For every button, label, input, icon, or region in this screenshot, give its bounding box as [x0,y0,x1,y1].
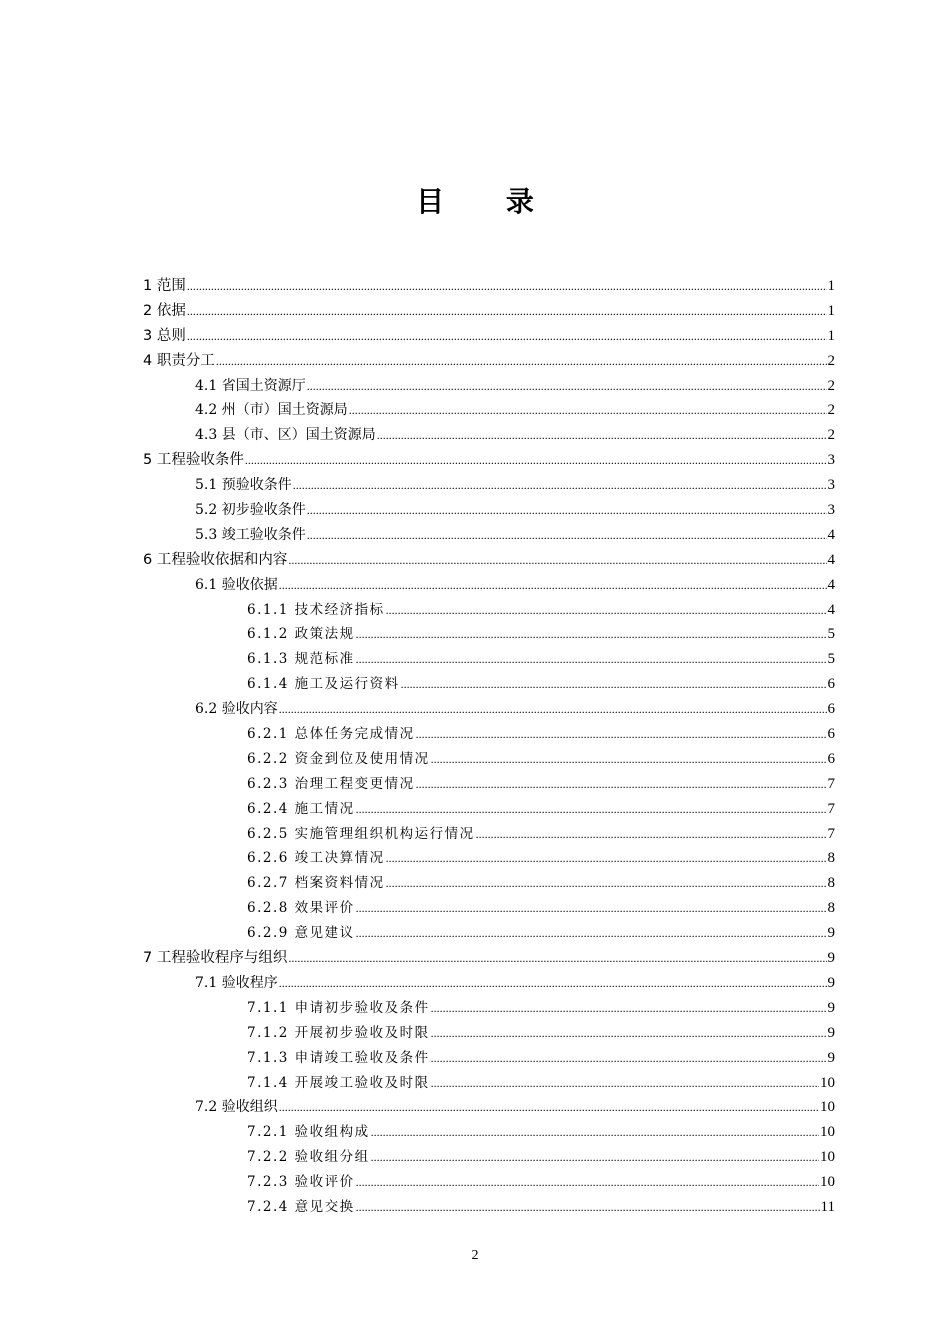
toc-entry-label: 7 工程验收程序与组织 [143,950,288,967]
toc-entry-page: 4 [827,526,835,543]
toc-entry[interactable] [143,274,835,299]
toc-entry-label: 6.2.4 施工情况 [247,800,355,817]
dot-leader [386,846,827,871]
toc-entry[interactable] [143,896,835,921]
page-number: 2 [471,1248,479,1263]
toc-entry-label: 6.2.6 竣工决算情况 [247,850,385,867]
toc-entry-label: 6 工程验收依据和内容 [143,551,288,568]
toc-entry-page: 7 [827,800,835,817]
toc-entry[interactable] [143,921,835,946]
toc-entry-label: 6.2.1 总体任务完成情况 [247,726,415,743]
dot-leader [293,473,827,498]
toc-entry-page: 1 [827,302,835,319]
toc-entry-page: 9 [827,999,835,1016]
toc-entry-label: 6.1.4 施工及运行资料 [247,676,400,693]
toc-entry[interactable] [143,473,835,498]
dot-leader [288,548,826,573]
toc-entry[interactable] [143,548,835,573]
toc-entry[interactable] [143,871,835,896]
toc-entry-label: 6.1.1 技术经济指标 [247,601,385,618]
toc-entry-label: 7.2.3 验收评价 [247,1174,355,1191]
toc-entry[interactable] [143,1195,835,1220]
toc-entry[interactable] [143,1071,835,1096]
toc-entry[interactable] [143,1046,835,1071]
dot-leader [279,573,827,598]
dot-leader [279,1095,819,1120]
toc-entry-label: 7.2.4 意见交换 [247,1198,355,1215]
toc-entry-page: 2 [827,402,835,419]
toc-entry-label: 4 职责分工 [143,352,215,369]
toc-entry-page: 4 [827,551,835,568]
toc-entry-page: 10 [820,1099,835,1116]
toc-entry-page: 9 [827,974,835,991]
dot-leader [349,398,827,423]
dot-leader [356,1195,820,1220]
toc-entry-label: 5.1 预验收条件 [195,477,292,494]
toc-entry-page: 6 [827,701,835,718]
toc-entry-label: 6.1.2 政策法规 [247,626,355,643]
toc-entry-page: 9 [827,1024,835,1041]
toc-entry[interactable] [143,797,835,822]
toc-entry-page: 2 [827,352,835,369]
toc-entry-page: 2 [827,427,835,444]
toc-entry-label: 4.1 省国土资源厅 [195,377,306,394]
toc-entry-label: 4.3 县（市、区）国土资源局 [195,427,376,444]
toc-entry-page: 3 [827,502,835,519]
dot-leader [386,598,827,623]
dot-leader [416,772,827,797]
dot-leader [431,996,827,1021]
dot-leader [356,797,827,822]
page-title: 目 录 [416,185,560,218]
dot-leader [371,1120,819,1145]
toc-entry-label: 6.2.2 资金到位及使用情况 [247,750,430,767]
toc-entry[interactable] [143,299,835,324]
toc-entry[interactable] [143,1145,835,1170]
toc-entry[interactable] [143,747,835,772]
toc-entry-page: 6 [827,750,835,767]
toc-entry[interactable] [143,722,835,747]
toc-entry-page: 11 [820,1198,835,1215]
toc-entry-label: 5.3 竣工验收条件 [195,526,306,543]
toc-entry[interactable] [143,324,835,349]
toc-entry-label: 6.2 验收内容 [195,701,278,718]
toc-entry[interactable] [143,622,835,647]
toc-entry-label: 1 范围 [143,278,186,294]
toc-entry-page: 10 [820,1124,835,1141]
dot-leader [401,672,827,697]
toc-entry[interactable] [143,1095,835,1120]
toc-entry[interactable] [143,398,835,423]
toc-entry[interactable] [143,423,835,448]
toc-entry-page: 8 [827,900,835,917]
toc-entry-page: 10 [820,1149,835,1166]
dot-leader [377,423,827,448]
dot-leader [431,1046,827,1071]
toc-entry[interactable] [143,598,835,623]
toc-entry[interactable] [143,647,835,672]
toc-entry-page: 7 [827,775,835,792]
dot-leader [356,622,827,647]
toc-entry[interactable] [143,822,835,847]
toc-entry-page: 2 [827,377,835,394]
toc-entry-page: 5 [827,651,835,668]
toc-entry-label: 7.2 验收组织 [195,1099,278,1116]
toc-entry-label: 7.1 验收程序 [195,974,278,991]
toc-entry[interactable] [143,772,835,797]
toc-entry[interactable] [143,672,835,697]
toc-entry-label: 7.2.2 验收组分组 [247,1149,370,1166]
toc-entry[interactable] [143,1021,835,1046]
dot-leader [386,871,827,896]
toc-entry[interactable] [143,996,835,1021]
dot-leader [187,274,827,299]
toc-entry-page: 10 [820,1174,835,1191]
dot-leader [476,822,827,847]
toc-entry-page: 8 [827,875,835,892]
dot-leader [279,971,827,996]
dot-leader [431,1071,819,1096]
toc-entry-label: 7.2.1 验收组构成 [247,1124,370,1141]
dot-leader [279,697,827,722]
dot-leader [307,374,827,399]
dot-leader [307,498,827,523]
dot-leader [245,448,827,473]
dot-leader [187,299,827,324]
toc-entry-label: 6.2.3 治理工程变更情况 [247,775,415,792]
toc-entry[interactable] [143,523,835,548]
toc-entry-page: 7 [827,825,835,842]
dot-leader [307,523,827,548]
toc-entry[interactable] [143,1170,835,1195]
toc-entry-page: 4 [827,601,835,618]
toc-entry-label: 3 总则 [143,327,186,344]
dot-leader [356,896,827,921]
toc-entry-label: 4.2 州（市）国土资源局 [195,402,348,419]
toc-entry-page: 8 [827,850,835,867]
table-of-contents [143,274,835,1220]
dot-leader [431,747,827,772]
toc-entry-page: 3 [827,477,835,494]
dot-leader [356,647,827,672]
toc-entry[interactable] [143,498,835,523]
toc-entry-label: 7.1.1 申请初步验收及条件 [247,999,430,1016]
dot-leader [431,1021,827,1046]
toc-entry-label: 5.2 初步验收条件 [195,502,306,519]
toc-entry-label: 6.2.7 档案资料情况 [247,875,385,892]
toc-entry[interactable] [143,946,835,971]
toc-entry-page: 3 [827,452,835,469]
dot-leader [356,1170,819,1195]
dot-leader [216,349,827,374]
toc-entry-label: 6.2.9 意见建议 [247,925,355,942]
toc-entry-label: 6.1 验收依据 [195,576,278,593]
toc-entry[interactable] [143,697,835,722]
dot-leader [356,921,827,946]
dot-leader [187,324,827,349]
toc-entry-page: 4 [827,576,835,593]
toc-entry-label: 2 依据 [143,302,186,319]
toc-entry-page: 9 [827,925,835,942]
toc-entry-page: 1 [827,278,835,294]
toc-entry-page: 6 [827,676,835,693]
toc-entry[interactable] [143,846,835,871]
dot-leader [288,946,826,971]
toc-entry-label: 5 工程验收条件 [143,452,244,469]
toc-entry[interactable] [143,1120,835,1145]
toc-entry-label: 6.1.3 规范标准 [247,651,355,668]
toc-entry-label: 6.2.8 效果评价 [247,900,355,917]
toc-entry-label: 7.1.3 申请竣工验收及条件 [247,1049,430,1066]
toc-entry-label: 7.1.4 开展竣工验收及时限 [247,1074,430,1091]
dot-leader [416,722,827,747]
toc-entry-page: 9 [827,950,835,967]
toc-entry-label: 6.2.5 实施管理组织机构运行情况 [247,825,475,842]
toc-entry-label: 7.1.2 开展初步验收及时限 [247,1024,430,1041]
toc-entry[interactable] [143,573,835,598]
toc-entry[interactable] [143,349,835,374]
toc-entry-page: 5 [827,626,835,643]
toc-entry[interactable] [143,448,835,473]
toc-entry[interactable] [143,374,835,399]
dot-leader [371,1145,819,1170]
toc-entry-page: 10 [820,1074,835,1091]
toc-entry-page: 9 [827,1049,835,1066]
toc-entry[interactable] [143,971,835,996]
toc-entry-page: 1 [827,327,835,344]
toc-entry-page: 6 [827,726,835,743]
